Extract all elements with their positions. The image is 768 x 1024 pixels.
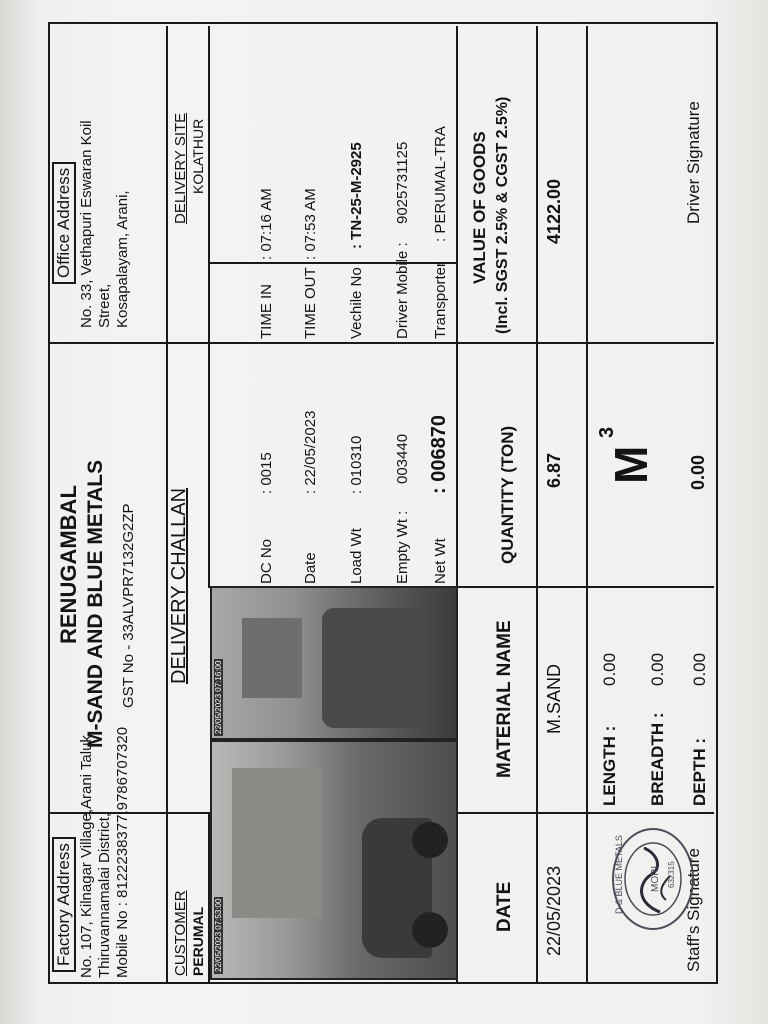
row-material: M.SAND xyxy=(544,663,564,734)
col-material-header: MATERIAL NAME xyxy=(494,620,515,778)
table-row-line xyxy=(586,26,588,984)
document-title: DELIVERY CHALLAN xyxy=(168,487,190,684)
customer-value: PERUMAL xyxy=(190,906,206,976)
office-left-line xyxy=(48,342,456,344)
dc-label: DC No xyxy=(258,538,275,584)
exit-photo xyxy=(210,740,458,980)
load-weight-value: : 010310 xyxy=(348,435,365,494)
site-divider xyxy=(208,26,210,344)
breadth-label: BREADTH : xyxy=(648,712,667,806)
factory-line2: Thiruvannamalai District, xyxy=(96,812,113,978)
gst-number: GST No - 33ALVPR7132G2ZP xyxy=(120,503,137,708)
time-out-label: TIME OUT xyxy=(302,267,319,339)
dims-top xyxy=(586,588,588,814)
truck-shape xyxy=(322,608,422,728)
breadth-value: 0.00 xyxy=(648,652,667,686)
factory-line1: No. 107, Kilnagar Village,Arani Taluk, xyxy=(78,730,95,978)
depth-label: DEPTH : xyxy=(690,738,709,806)
wheel-shape xyxy=(412,822,448,858)
length-value: 0.00 xyxy=(600,652,619,686)
col-value-header: VALUE OF GOODS xyxy=(470,131,489,284)
time-in-value: : 07:16 AM xyxy=(258,188,275,260)
length-label: LENGTH : xyxy=(600,725,619,806)
delivery-challan xyxy=(48,24,716,984)
building-shape xyxy=(232,768,322,918)
shed-shape xyxy=(242,618,302,698)
material-col-line xyxy=(456,586,714,588)
delivery-site-value: KOLATHUR xyxy=(190,118,206,194)
date-value: : 22/05/2023 xyxy=(302,410,319,494)
office-line1: No. 33, Vethapuri Eswaran Koil xyxy=(78,120,95,328)
empty-weight-value: 003440 xyxy=(394,433,411,484)
table-header-line xyxy=(536,26,538,984)
volume-value: 0.00 xyxy=(688,454,708,490)
seal-mid: MORI xyxy=(650,865,661,892)
driver-signature-label: Driver Signature xyxy=(684,101,703,224)
vehicle-label: Vechile No xyxy=(348,267,365,339)
wheel-shape xyxy=(412,912,448,948)
net-weight-label: Net Wt xyxy=(432,538,449,584)
delivery-site-label: DELIVERY SITE xyxy=(172,112,189,224)
quantity-col-line xyxy=(456,342,714,344)
weights-top-line xyxy=(208,344,210,588)
office-line2: Street, xyxy=(96,283,113,328)
col-quantity-header: QUANTITY (TON) xyxy=(498,425,517,564)
customer-label: CUSTOMER xyxy=(172,890,189,976)
entry-photo xyxy=(210,586,458,740)
staff-signature-label: Staff's Signature xyxy=(684,848,703,972)
photo-timestamp: 22/05/2023 07:53:00 xyxy=(214,898,223,972)
vehicle-number: : TN-25-M-2925 xyxy=(348,142,365,249)
time-in-label: TIME IN xyxy=(258,284,275,339)
company-seal xyxy=(608,824,698,934)
row-date: 22/05/2023 xyxy=(544,865,564,956)
row-value: 4122.00 xyxy=(544,178,564,244)
office-line3: Kosapalayam, Arani, xyxy=(114,190,131,328)
seal-text: D & BLUE METALS xyxy=(614,835,624,914)
volume-unit-superscript: 3 xyxy=(596,426,618,438)
date-label: Date xyxy=(302,552,319,584)
company-name-line1: RENUGAMBAL xyxy=(56,485,81,644)
driver-mobile-label: Driver Mobile : xyxy=(394,242,411,339)
photo-timestamp: 22/05/2023 07:16:00 xyxy=(214,660,223,734)
office-heading: Office Address xyxy=(52,162,76,284)
row-quantity: 6.87 xyxy=(544,452,564,488)
col-value-tax-note: (Incl. SGST 2.5% & CGST 2.5%) xyxy=(494,96,511,334)
vehicle-col-line xyxy=(208,262,456,264)
dc-value: : 0015 xyxy=(258,452,275,494)
company-name-line2: M-SAND AND BLUE METALS xyxy=(84,459,107,748)
time-out-value: : 07:53 AM xyxy=(302,188,319,260)
factory-mobile: Mobile No : 8122238377,9786707320 xyxy=(114,726,131,978)
factory-heading: Factory Address xyxy=(52,837,76,972)
date-col-line xyxy=(456,812,714,814)
transporter-value: : PERUMAL-TRA xyxy=(432,126,449,242)
net-weight-value: : 006870 xyxy=(428,415,450,494)
empty-weight-label: Empty Wt : xyxy=(394,510,411,584)
volume-unit: M xyxy=(605,445,657,484)
seal-number: 632315 xyxy=(667,861,676,888)
depth-value: 0.00 xyxy=(690,652,709,686)
col-date-header: DATE xyxy=(494,881,515,932)
load-weight-label: Load Wt xyxy=(348,528,365,584)
driver-mobile-value: 9025731125 xyxy=(394,141,411,224)
transporter-label: Transporter xyxy=(432,262,449,339)
